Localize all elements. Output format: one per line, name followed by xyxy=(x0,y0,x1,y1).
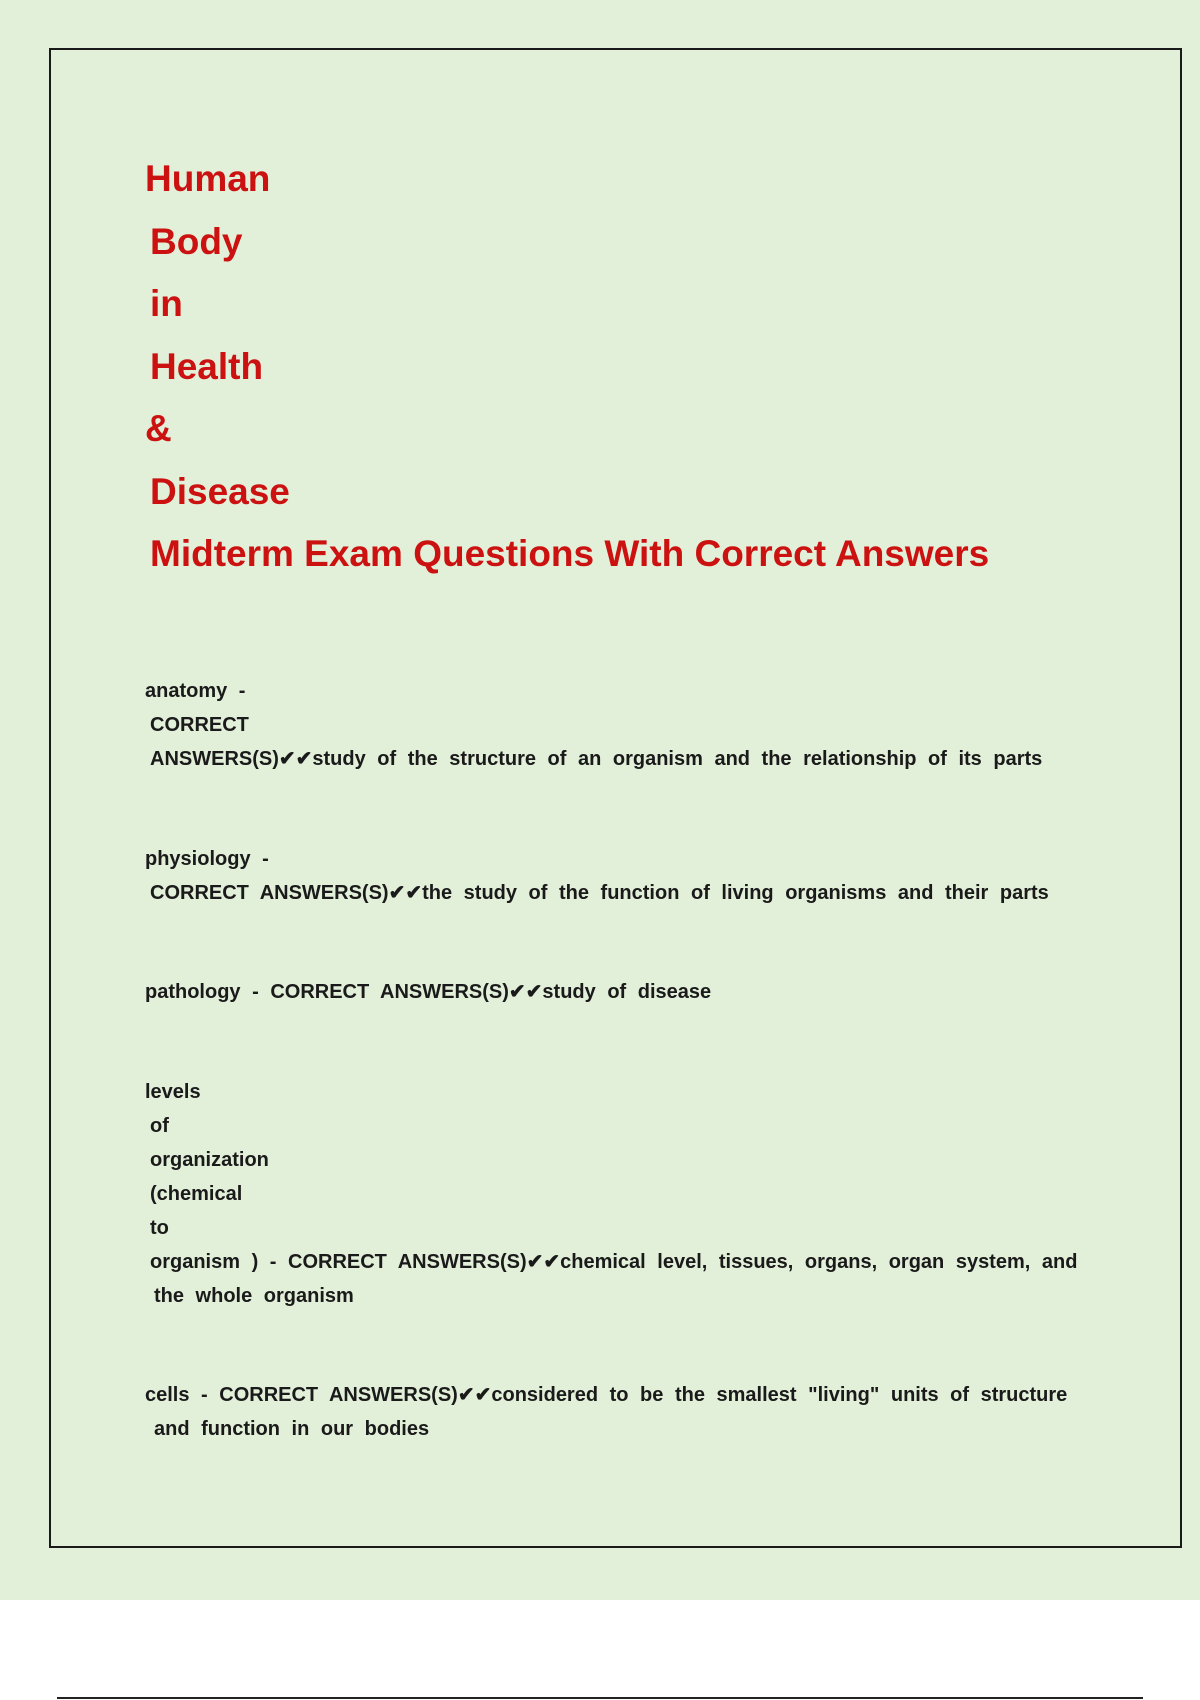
qa-line: (chemical xyxy=(150,1183,243,1205)
qa-answer-line: the whole organism xyxy=(154,1285,354,1307)
document-title xyxy=(145,148,1105,586)
qa-line: levels xyxy=(145,1081,201,1103)
title-line: Human xyxy=(145,158,271,199)
qa-answer-line: cells - CORRECT ANSWERS(S)✔✔considered to be the smallest "living" units of structure xyxy=(145,1384,1068,1406)
title-line: Body xyxy=(150,220,243,262)
qa-answer-line: ANSWERS(S)✔✔study of the structure of an organism and the relationship of its parts xyxy=(150,748,1043,770)
qa-item-pathology xyxy=(145,975,1090,1009)
qa-item-physiology xyxy=(145,842,1090,910)
title-line: in xyxy=(150,283,183,324)
qa-item-anatomy xyxy=(145,674,1090,776)
qa-line: CORRECT xyxy=(150,714,249,736)
qa-answer-line: organism ) - CORRECT ANSWERS(S)✔✔chemical level, tissues, organs, organ system, and xyxy=(150,1251,1078,1273)
qa-line: pathology - CORRECT ANSWERS(S)✔✔study of disease xyxy=(145,981,712,1003)
title-line: & xyxy=(145,408,172,449)
qa-item-levels-of-organization xyxy=(145,1075,1090,1313)
qa-item-cells xyxy=(145,1378,1090,1446)
title-line: Health xyxy=(150,345,264,387)
title-subtitle: Midterm Exam Questions With Correct Answers xyxy=(150,533,990,574)
qa-answer-line: and function in our bodies xyxy=(154,1418,430,1440)
qa-line: of xyxy=(150,1115,169,1137)
qa-line: to xyxy=(150,1217,169,1239)
qa-line: physiology - xyxy=(145,848,269,870)
qa-line: anatomy - xyxy=(145,680,246,702)
footer-divider xyxy=(57,1697,1143,1699)
qa-answer-line: CORRECT ANSWERS(S)✔✔the study of the function of living organisms and their parts xyxy=(150,882,1049,904)
title-line: Disease xyxy=(150,470,290,512)
qa-line: organization xyxy=(150,1149,269,1171)
